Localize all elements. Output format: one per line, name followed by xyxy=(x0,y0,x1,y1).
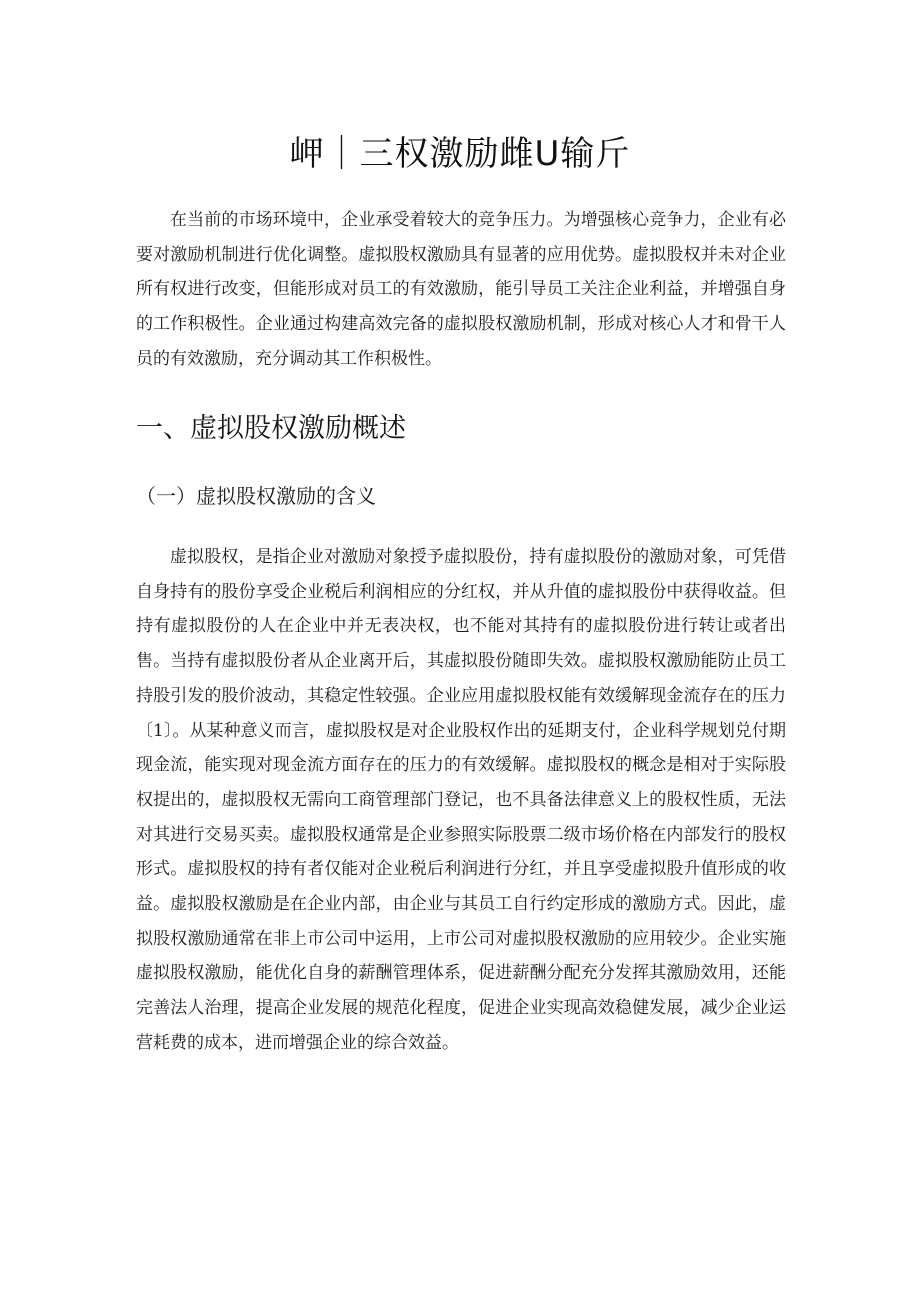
subsection-heading: （一）虚拟股权激励的含义 xyxy=(136,484,376,508)
intro-paragraph: 在当前的市场环境中，企业承受着较大的竞争压力。为增强核心竞争力，企业有必要对激励机制进行优化调整。虚拟股权激励具有显著的应用优势。虚拟股权并未对企业所有权进行改变，但能形成对员工的有效激励，能引导员工关注企业利益，并增强自身的工作积极性。企业通过构建高效完备的虚拟股权激励机制，形成对核心人才和骨干人员的有效激励，充分调动其工作积极性。 xyxy=(136,210,786,369)
body-paragraph: 虚拟股权，是指企业对激励对象授予虚拟股份，持有虚拟股份的激励对象，可凭借自身持有的股份享受企业税后利润相应的分红权，并从升值的虚拟股份中获得收益。但持有虚拟股份的人在企业中并无表决权，也不能对其持有的虚拟股份进行转让或者出售。当持有虚拟股份者从企业离开后，其虚拟股份随即失效。虚拟股权激励能防止员工持股引发的股价波动，其稳定性较强。企业应用虚拟股权能有效缓解现金流存在的压力〔1〕。从某种意义而言，虚拟股权是对企业股权作出的延期支付，企业科学规划兑付期现金流，能实现对现金流方面存在的压力的有效缓解。虚拟股权的概念是相对于实际股权提出的，虚拟股权无需向工商管理部门登记，也不具备法律意义上的股权性质，无法对其进行交易买卖。虚拟股权通常是企业参照实际股票二级市场价格在内部发行的股权形式。虚拟股权的持有者仅能对企业税后利润进行分红，并且享受虚拟股升值形成的收益。虚拟股权激励是在企业内部，由企业与其员工自行约定形成的激励方式。因此，虚拟股权激励通常在非上市公司中运用，上市公司对虚拟股权激励的应用较少。企业实施虚拟股权激励，能优化自身的薪酬管理体系，促进薪酬分配充分发挥其激励效用，还能完善法人治理，提高企业发展的规范化程度，促进企业实现高效稳健发展，减少企业运营耗费的成本，进而增强企业的综合效益。 xyxy=(136,547,786,1053)
section-heading: 一、虚拟股权激励概述 xyxy=(136,413,406,444)
document-title: 岬｜三权激励雌U输斤 xyxy=(289,134,631,174)
